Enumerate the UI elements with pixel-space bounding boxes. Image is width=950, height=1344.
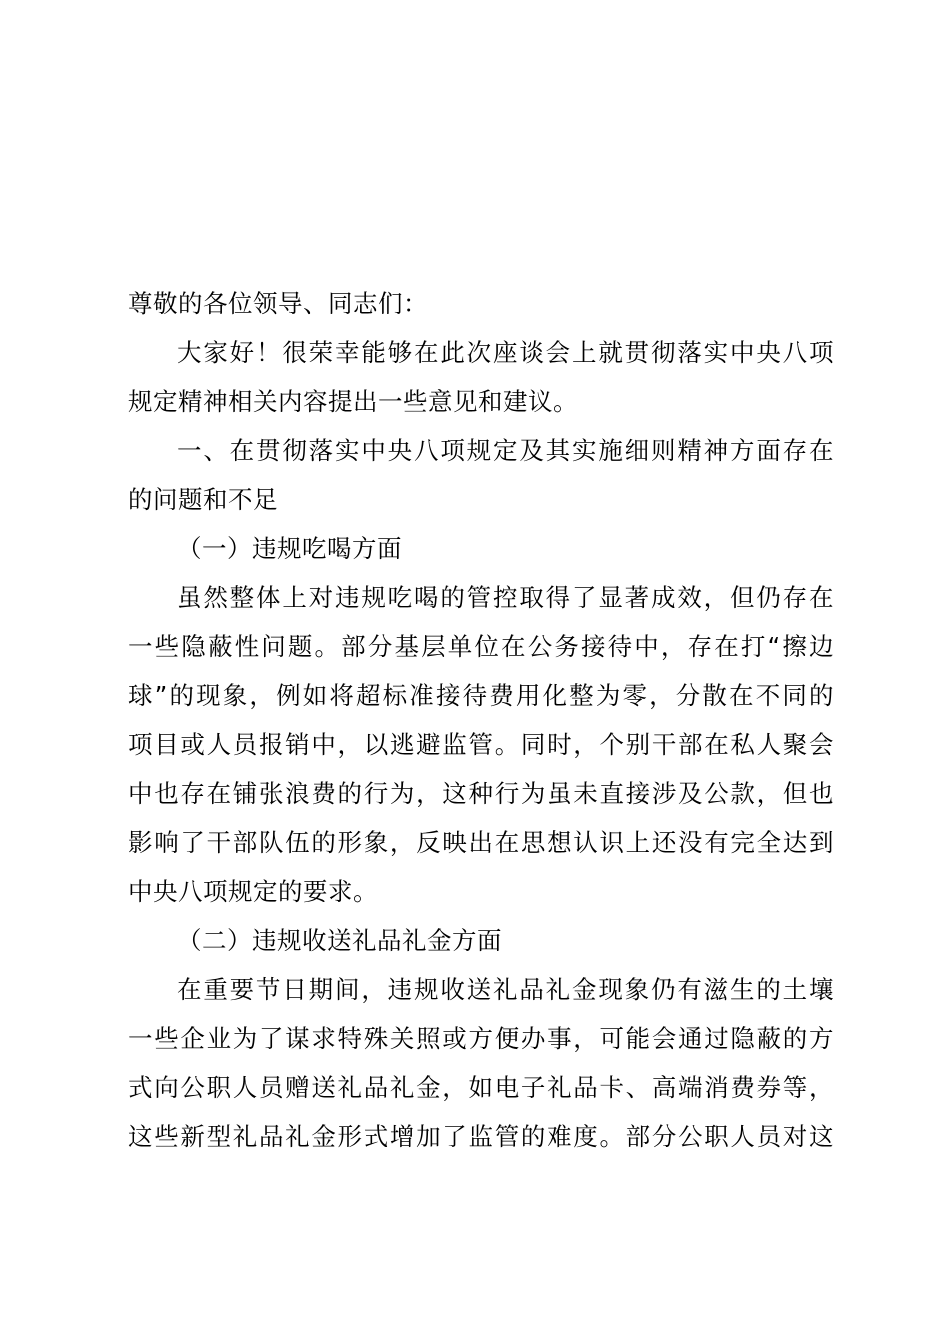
- paragraph-line: 影响了干部队伍的形象，反映出在思想认识上还没有完全达到: [128, 828, 834, 857]
- subsection-heading: （一）违规吃喝方面: [177, 534, 402, 563]
- paragraph-line: 大家好！很荣幸能够在此次座谈会上就贯彻落实中央八项: [177, 338, 834, 367]
- paragraph-line: 在重要节日期间，违规收送礼品礼金现象仍有滋生的土壤: [177, 975, 834, 1004]
- subsection-heading: （二）违规收送礼品礼金方面: [177, 926, 502, 955]
- paragraph-line: 式向公职人员赠送礼品礼金，如电子礼品卡、高端消费券等，: [128, 1073, 834, 1102]
- paragraph-line: 这些新型礼品礼金形式增加了监管的难度。部分公职人员对这: [128, 1122, 834, 1151]
- paragraph-line: 中央八项规定的要求。: [128, 877, 378, 906]
- document-body: [128, 279, 834, 1161]
- paragraph-line: 虽然整体上对违规吃喝的管控取得了显著成效，但仍存在: [177, 583, 834, 612]
- paragraph-line: 规定精神相关内容提出一些意见和建议。: [128, 387, 578, 416]
- salutation-line: 尊敬的各位领导、同志们：: [128, 289, 428, 318]
- paragraph-line: 一些隐蔽性问题。部分基层单位在公务接待中，存在打“擦边: [128, 632, 834, 661]
- paragraph-line: 球”的现象，例如将超标准接待费用化整为零，分散在不同的: [128, 681, 834, 710]
- section-heading-line: 的问题和不足: [128, 485, 278, 514]
- paragraph-line: 项目或人员报销中，以逃避监管。同时，个别干部在私人聚会: [128, 730, 834, 759]
- paragraph-line: 中也存在铺张浪费的行为，这种行为虽未直接涉及公款，但也: [128, 779, 834, 808]
- section-heading-line: 一、在贯彻落实中央八项规定及其实施细则精神方面存在: [177, 436, 834, 465]
- paragraph-line: 一些企业为了谋求特殊关照或方便办事，可能会通过隐蔽的方: [128, 1024, 834, 1053]
